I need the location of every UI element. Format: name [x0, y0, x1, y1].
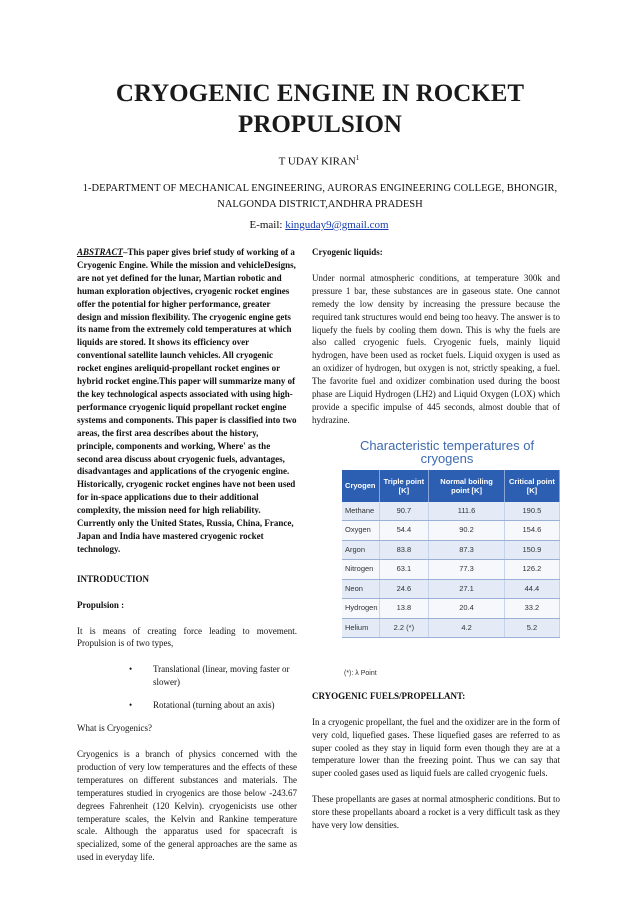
- cryogenic-fuels-text: In a cryogenic propellant, the fuel and the oxidizer are in the form of very cold, liquefied gases. These liquefied gases are referred to as super cooled as they stay in liquid form even though they are at a temperature lower than the freezing point. Thus we can say that super cooled gases used as liquid fuels are called cryogenic fuels.: [312, 716, 560, 779]
- bullet-icon: •: [129, 664, 133, 675]
- list-item: • Rotational (turning about an axis): [129, 700, 275, 711]
- table-cell: 111.6: [429, 502, 505, 521]
- introduction-heading: INTRODUCTION: [77, 573, 150, 584]
- table-cell: 33.2: [504, 599, 559, 619]
- email-link[interactable]: kinguday9@gmail.com: [285, 219, 389, 231]
- table-cell: Hydrogen: [342, 599, 379, 619]
- email-line: [0, 219, 638, 231]
- table-cell: 54.4: [379, 521, 429, 541]
- table-row: [342, 521, 560, 541]
- table-row: [342, 599, 560, 619]
- table-cell: 90.2: [429, 521, 505, 541]
- table-cell: 90.7: [379, 502, 429, 521]
- cryogenics-heading: What is Cryogenics?: [77, 723, 152, 734]
- table-cell: 83.8: [379, 540, 429, 560]
- table-header-cell: Critical point [K]: [504, 470, 559, 502]
- left-column: [77, 246, 297, 877]
- list-item: • Translational (linear, moving faster or slower): [129, 664, 290, 688]
- table-row: [342, 502, 560, 521]
- paper-title: CRYOGENIC ENGINE IN ROCKET PROPULSION: [115, 80, 525, 138]
- table-cell: 27.1: [429, 579, 505, 599]
- author-name: T UDAY KIRAN: [278, 155, 356, 168]
- table-header-cell: Triple point [K]: [379, 470, 429, 502]
- table-row: [342, 618, 560, 638]
- table-cell: 87.3: [429, 540, 505, 560]
- propulsion-heading: Propulsion :: [77, 599, 125, 610]
- table-cell: 20.4: [429, 599, 505, 619]
- table-header-cell: Cryogen: [342, 470, 379, 502]
- cryogenic-liquids-heading: Cryogenic liquids:: [312, 247, 383, 257]
- propulsion-types-list: [77, 663, 297, 712]
- table-cell: 77.3: [429, 560, 505, 580]
- cryogenic-liquids-text: Under normal atmospheric conditions, at temperature 300k and pressure 1 bar, these substances are in gaseous state. One cannot remedy the low density by increasing the pressure because the required tank structures would end being too heavy. The answer is to liquefy the fuels by cooling them down. This is why the fuels are also called cryogenic fuels. Cryogenic fuels, mainly liquid hydrogen, have been used as rocket fuels. Liquid oxygen is used as an oxidizer of hydrogen, but oxygen is not, strictly speaking, a fuel. The favorite fuel and oxidizer combination used during the boost phase are Liquid Hydrogen (LH2) and Liquid Oxygen (LOX) which provide a specific impulse of 445 seconds, almost double that of hydrazine.: [312, 272, 560, 425]
- email-label: E-mail:: [249, 219, 286, 231]
- table-cell: Oxygen: [342, 521, 379, 541]
- table-footnote: (*): λ Point: [344, 669, 377, 677]
- table-cell: Methane: [342, 502, 379, 521]
- author-line: [0, 154, 638, 168]
- cryogenics-text: Cryogenics is a branch of physics concerned with the production of very low temperatures and the effects of these temperatures on different substances and materials. The temperatures studied in cryogenics are those below -243.67 degrees Fahrenheit (120 Kelvin). cryogenicists use other temperature scales, the Kelvin and Rankine temperature scale. Although the apparatus used for spacecraft is specialized, some of the general approaches are the same as used in everyday life.: [77, 749, 297, 863]
- table-header-cell: Normal boiling point [K]: [429, 470, 505, 502]
- author-superscript: 1: [355, 154, 360, 162]
- abstract-text: –This paper gives brief study of working of a Cryogenic Engine. While the mission and vehicleDesigns, are not yet defined for the lunar, Martian robotic and human exploration objectives, cryogenic rocket engines offer the potential for higher performance, greater design and mission flexibility. The cryogenic engine gets its name from the extremely cold temperatures at which liquids are stored. It shows its efficiency over conventional satellite launch vehicles. All cryogenic rocket engines areliquid-propellant rocket engines or hybrid rocket engine.This paper will summarize many of the key technological aspects associated with using high-performance cryogenic liquid propellant rocket engine systems and components. This paper is classified into two areas, the first area describes about the history, principle, components and working, Where' as the second area discuss about cryogenic fuels, advantages, disadvantages and applications of the cryogenic engine. Historically, cryogenic rocket engines have not been used for in-space applications due to their additional complexity, the mission need for high reliability. Currently only the United States, Russia, China, France, Japan and India have mastered cryogenic rocket technology.: [77, 247, 297, 554]
- table-cell: 44.4: [504, 579, 559, 599]
- abstract: [77, 246, 297, 556]
- cryogen-table-figure: [312, 437, 560, 678]
- table-cell: 4.2: [429, 618, 505, 638]
- table-cell: 5.2: [504, 618, 559, 638]
- table-cell: 150.9: [504, 540, 559, 560]
- bullet-icon: •: [129, 700, 133, 711]
- table-cell: 13.8: [379, 599, 429, 619]
- table-cell: 126.2: [504, 560, 559, 580]
- table-title: Characteristic temperatures of cryogens: [359, 437, 535, 466]
- table-row: [342, 560, 560, 580]
- table-cell: Neon: [342, 579, 379, 599]
- table-cell: Argon: [342, 540, 379, 560]
- table-cell: 154.6: [504, 521, 559, 541]
- table-row: [342, 540, 560, 560]
- table-cell: Nitrogen: [342, 560, 379, 580]
- table-cell: 63.1: [379, 560, 429, 580]
- right-column: [312, 246, 560, 845]
- table-cell: 190.5: [504, 502, 559, 521]
- table-cell: 2.2 (*): [379, 618, 429, 638]
- cryogenic-fuels-heading: CRYOGENIC FUELS/PROPELLANT:: [312, 690, 466, 701]
- propulsion-text: It is means of creating force leading to movement. Propulsion is of two types,: [77, 625, 297, 649]
- cryogen-table: [342, 470, 560, 639]
- table-row: [342, 579, 560, 599]
- cryogenic-fuels-text-2: These propellants are gases at normal atmospheric conditions. But to store these propellants aboard a rocket is a very difficult task as they have very low densities.: [312, 794, 560, 831]
- abstract-label: ABSTRACT: [77, 247, 124, 257]
- table-cell: Helium: [342, 618, 379, 638]
- affiliation: 1-DEPARTMENT OF MECHANICAL ENGINEERING, AURORAS ENGINEERING COLLEGE, BHONGIR, NALGONDA DISTRICT,ANDHRA PRADESH: [82, 183, 558, 210]
- table-cell: 24.6: [379, 579, 429, 599]
